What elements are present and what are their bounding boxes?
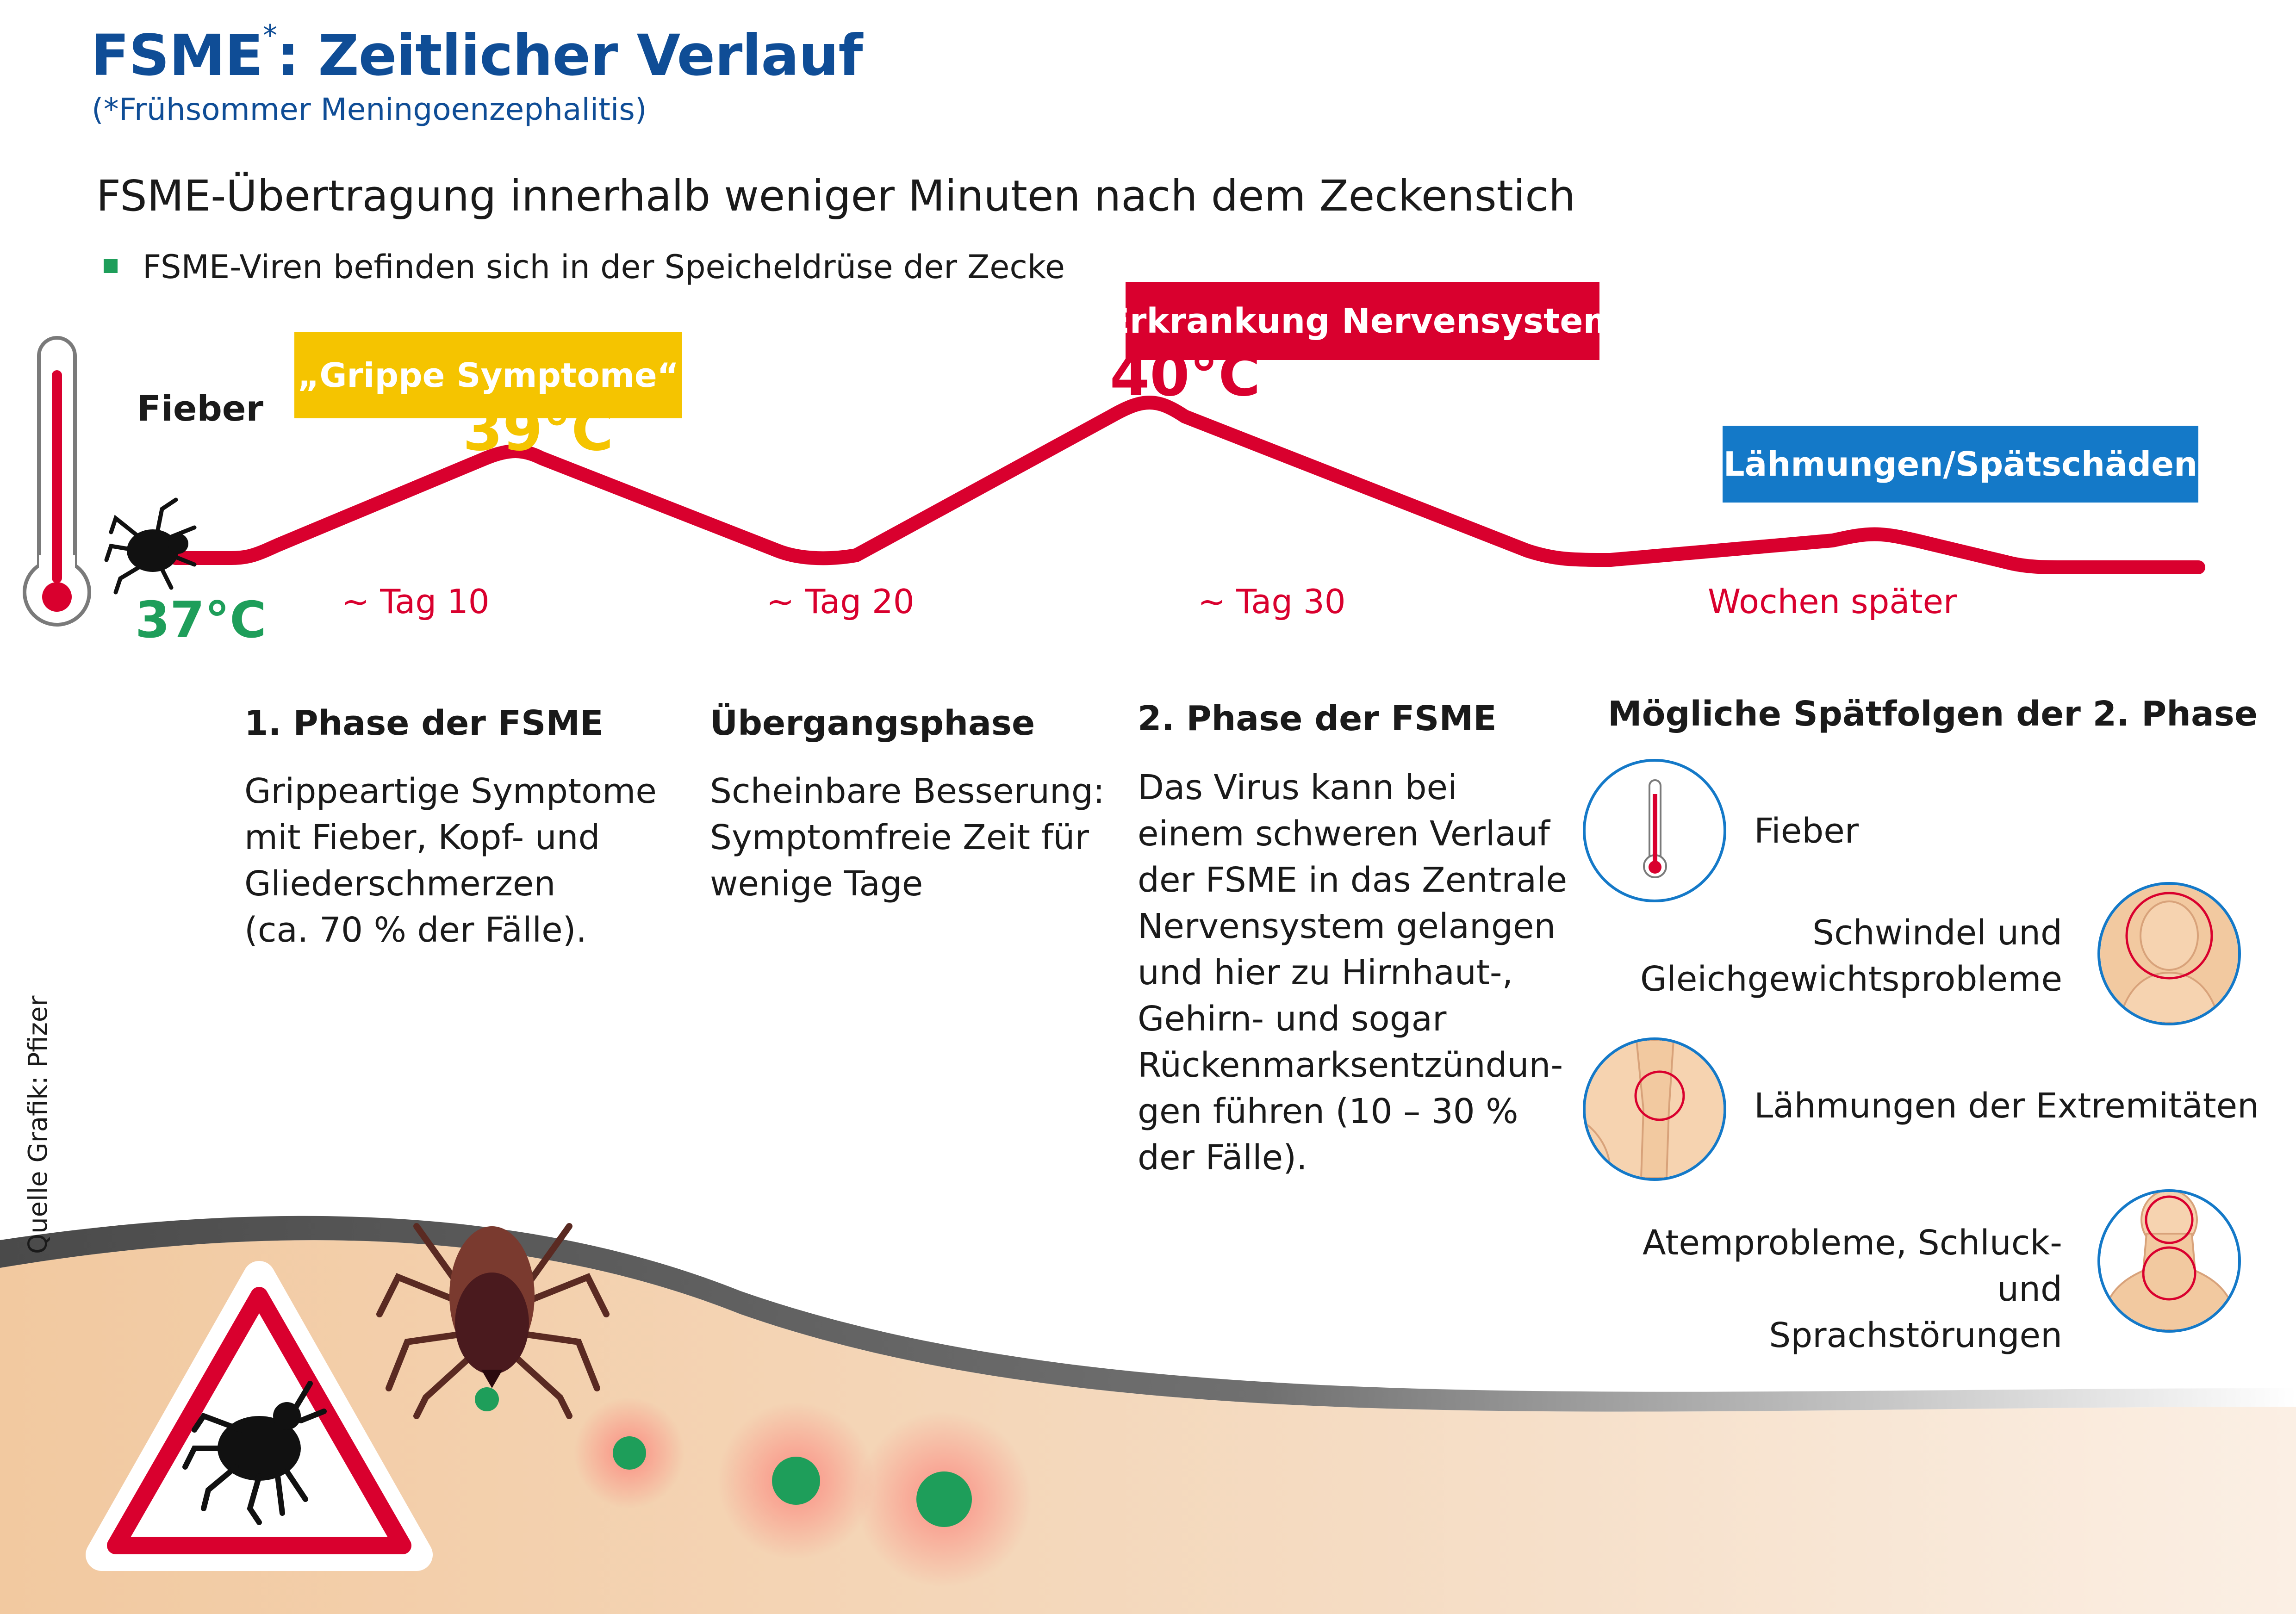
fever-label: Fieber [137,388,263,429]
phase-1-text: Grippeartige Symptome mit Fieber, Kopf- und Gliederschmerzen (ca. 70 % der Fälle). [244,771,657,950]
phase-2-text: Das Virus kann bei einem schweren Verlauf der FSME in das Zentrale Nervensystem gelangen und hier zu Hirnhaut-, Gehirn- und sogar Rückenmarksentzündun- gen führen (10 – 30 % der Fälle). [1138,768,1568,1178]
tick-shield [455,1273,529,1374]
late-damage-box: Lähmungen/Spätschäden [1723,426,2198,503]
head-icon [2097,882,2241,1025]
small-tick-icon [106,500,194,592]
source-credit: Quelle Grafik: Pfizer [23,995,53,1254]
transition-phase-title: Übergangsphase [710,703,1035,743]
timeline-day-30: ~ Tag 30 [1198,582,1346,621]
peak-temp-first: 39°C [463,397,614,464]
arm-icon [1583,1037,1726,1181]
late-effect-paralysis: Lähmungen der Extremitäten [1754,1086,2259,1126]
thermometer-icon [1583,759,1726,902]
timeline-weeks-later: Wochen später [1708,582,1957,621]
neck-icon [2097,1189,2241,1333]
late-effect-breathing: Atemprobleme, Schluck- und Sprachstörungen [1643,1223,2062,1355]
page-title: FSME*: Zeitlicher Verlauf [91,19,863,88]
late-effect-fever: Fieber [1754,811,1859,851]
late-effects-title: Mögliche Spätfolgen der 2. Phase [1608,694,2258,734]
nervous-system-box: Erkrankung Nervensystem [1126,282,1599,360]
phase-2-title: 2. Phase der FSME [1138,699,1497,739]
timeline-day-20: ~ Tag 20 [766,582,915,621]
flu-symptoms-box: „Grippe Symptome“ [294,332,682,418]
bullet-square-icon [104,259,118,273]
transition-phase-text: Scheinbare Besserung: Symptomfreie Zeit für wenige Tage [710,771,1105,904]
timeline-day-10: ~ Tag 10 [342,582,490,621]
bullet-text: FSME-Viren befinden sich in der Speicheldrüse der Zecke [143,248,1065,286]
page-subtitle: (*Frühsommer Meningoenzephalitis) [92,92,647,127]
thermometer-icon [25,338,89,625]
phase-1-title: 1. Phase der FSME [244,703,604,743]
start-temp: 37°C [135,591,267,649]
late-effect-dizziness: Schwindel und Gleichgewichtsprobleme [1640,913,2062,999]
peak-temp-second: 40°C [1110,342,1261,409]
section-heading: FSME-Übertragung innerhalb weniger Minuten nach dem Zeckenstich [96,171,1576,221]
